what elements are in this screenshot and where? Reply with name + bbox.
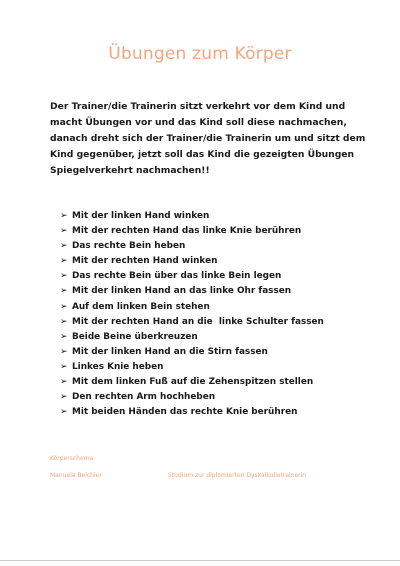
arrow-bullet-icon: ➢ [60,241,68,252]
list-item [60,330,380,345]
list-item [60,315,380,330]
footer-course: Studium zur diplomierten Dyskalkulietrainerin [168,472,307,479]
arrow-bullet-icon: ➢ [60,346,68,357]
exercise-text: Das rechte Bein über das linke Bein legen [72,271,282,282]
arrow-bullet-icon: ➢ [60,211,68,221]
exercise-text: Den rechten Arm hochheben [72,392,216,403]
bottom-divider [0,560,400,561]
exercise-text: Mit der linken Hand an die Stirn fassen [72,346,268,357]
list-item [60,345,380,360]
list-item [60,239,380,254]
exercise-list [60,209,380,420]
arrow-bullet-icon: ➢ [60,256,68,267]
page-title: Übungen zum Körper [108,44,292,64]
footer-author: Manuela Beichler [50,472,102,479]
list-item [60,209,380,224]
exercise-text: Mit der rechten Hand das linke Knie berühren [72,226,302,237]
exercise-text: Mit der rechten Hand an die linke Schulter fassen [72,316,324,327]
arrow-bullet-icon: ➢ [60,271,68,282]
arrow-bullet-icon: ➢ [60,286,68,297]
arrow-bullet-icon: ➢ [60,392,68,403]
footer-topic: Körperschema [50,455,94,462]
exercise-text: Mit der linken Hand winken [72,211,210,221]
exercise-text: Mit dem linken Fuß auf die Zehenspitzen stellen [72,377,314,388]
list-item [60,390,380,405]
exercise-text: Das rechte Bein heben [72,241,186,252]
arrow-bullet-icon: ➢ [60,377,68,388]
list-item [60,224,380,239]
list-item [60,375,380,390]
exercise-text: Mit beiden Händen das rechte Knie berühren [72,407,298,418]
arrow-bullet-icon: ➢ [60,226,68,237]
exercise-text: Mit der linken Hand an das linke Ohr fassen [72,286,292,297]
exercise-text: Auf dem linken Bein stehen [72,301,210,312]
exercise-text: Mit der rechten Hand winken [72,256,218,267]
arrow-bullet-icon: ➢ [60,361,68,372]
arrow-bullet-icon: ➢ [60,331,68,342]
list-item [60,269,380,284]
exercise-text: Linkes Knie heben [72,361,164,372]
exercise-text: Beide Beine überkreuzen [72,331,198,342]
arrow-bullet-icon: ➢ [60,301,68,312]
arrow-bullet-icon: ➢ [60,407,68,418]
list-item [60,254,380,269]
intro-paragraph: Der Trainer/die Trainerin sitzt verkehrt vor dem Kind und macht Übungen vor und das Kind soll diese nachmachen, danach dreht sich der Trainer/die Trainerin um und sitzt dem Kind gegenüber, jetzt soll das Kind die gezeigten Übungen Spiegelverkehrt nachmachen!! [50,101,366,176]
list-item [60,284,380,299]
list-item [60,300,380,315]
arrow-bullet-icon: ➢ [60,316,68,327]
list-item [60,360,380,375]
list-item [60,405,380,420]
